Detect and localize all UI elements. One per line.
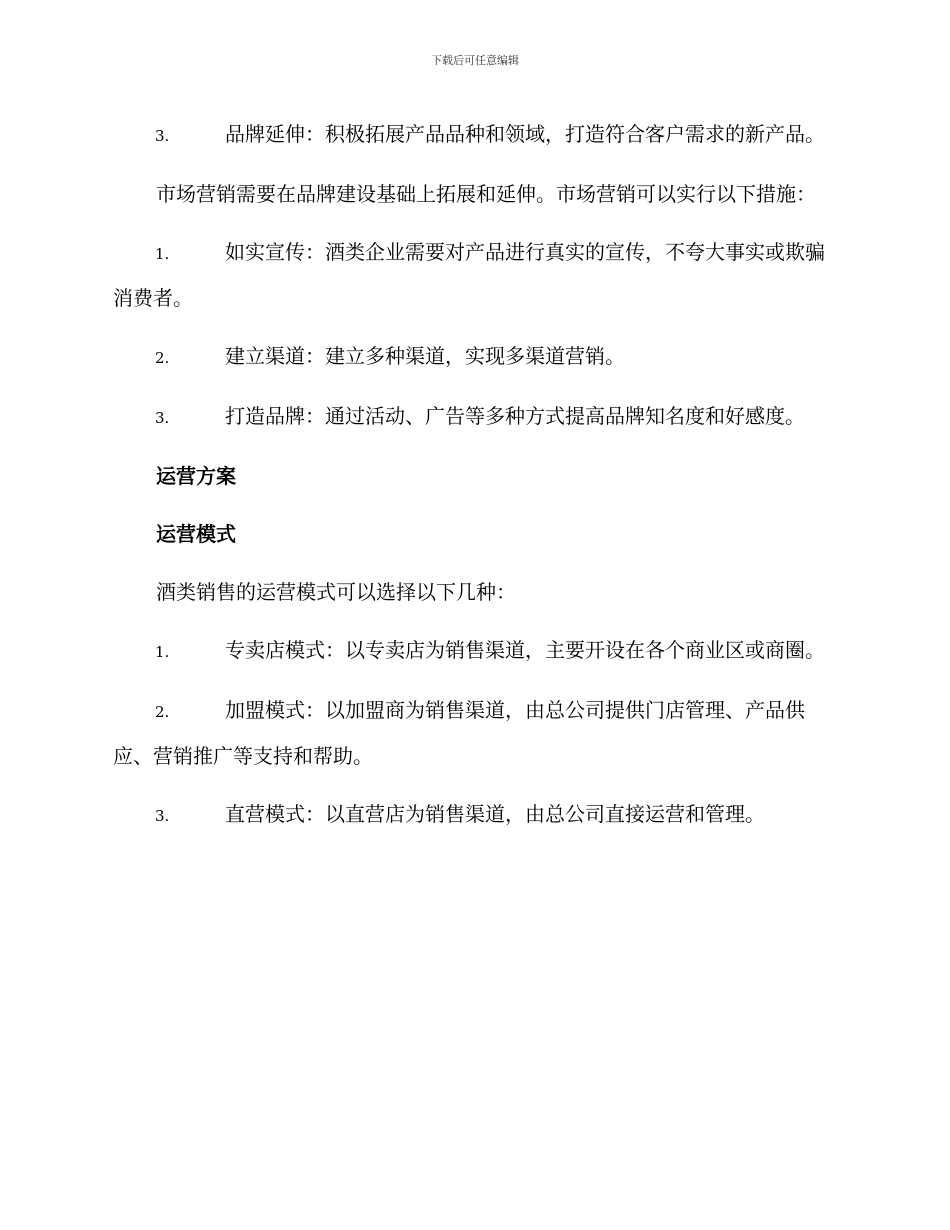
list-number: 1. bbox=[155, 643, 170, 661]
list-text: 打造品牌：通过活动、广告等多种方式提高品牌知名度和好感度。 bbox=[225, 404, 805, 428]
list-item bbox=[113, 230, 833, 320]
list-item bbox=[113, 792, 833, 838]
list-text: 建立渠道：建立多种渠道，实现多渠道营销。 bbox=[225, 344, 625, 368]
subsection-heading: 运营模式 bbox=[156, 522, 236, 546]
page-header: 下载后可任意编辑 bbox=[431, 54, 519, 67]
paragraph: 市场营销需要在品牌建设基础上拓展和延伸。市场营销可以实行以下措施： bbox=[156, 182, 816, 206]
document-body bbox=[113, 112, 833, 852]
section-heading: 运营方案 bbox=[156, 464, 236, 488]
list-number: 1. bbox=[155, 245, 170, 263]
list-item bbox=[113, 628, 833, 674]
list-item bbox=[113, 394, 833, 440]
list-text: 加盟模式：以加盟商为销售渠道，由总公司提供门店管理、产品供应、营销推广等支持和帮助。 bbox=[113, 698, 805, 768]
list-number: 3. bbox=[155, 409, 170, 427]
list-item bbox=[113, 688, 833, 778]
list-text: 专卖店模式：以专卖店为销售渠道，主要开设在各个商业区或商圈。 bbox=[225, 638, 825, 662]
list-number: 2. bbox=[155, 703, 170, 721]
list-item bbox=[113, 334, 833, 380]
paragraph: 酒类销售的运营模式可以选择以下几种： bbox=[156, 580, 516, 604]
list-text: 直营模式：以直营店为销售渠道，由总公司直接运营和管理。 bbox=[225, 802, 765, 826]
list-text: 如实宣传：酒类企业需要对产品进行真实的宣传，不夸大事实或欺骗消费者。 bbox=[113, 240, 825, 310]
list-text: 品牌延伸：积极拓展产品品种和领域，打造符合客户需求的新产品。 bbox=[225, 122, 825, 146]
list-number: 3. bbox=[155, 127, 170, 145]
list-item bbox=[113, 112, 833, 158]
list-number: 2. bbox=[155, 349, 170, 367]
list-number: 3. bbox=[155, 807, 170, 825]
